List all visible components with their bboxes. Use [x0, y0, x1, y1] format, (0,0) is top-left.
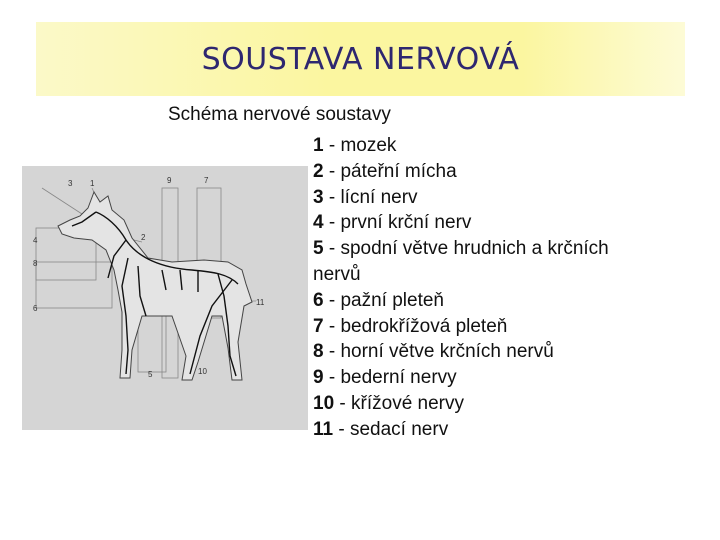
legend-item — [313, 288, 633, 314]
legend-text: - mozek — [323, 135, 397, 156]
legend-number: 4 — [313, 212, 324, 234]
legend-text: - bedrokřížová pleteň — [323, 315, 508, 337]
legend-text: - páteřní mícha — [323, 160, 457, 182]
figure-label-6: 6 — [33, 304, 38, 313]
legend-text: - horní větve krčních nervů — [323, 341, 554, 363]
legend-text: - spodní větve hrudnich a krčních nervů — [313, 238, 609, 285]
legend-number: 9 — [313, 367, 324, 389]
legend-text: - sedací nerv — [333, 418, 449, 440]
figure-label-1: 1 — [90, 179, 95, 188]
figure-label-3: 3 — [68, 179, 73, 188]
legend-number: 6 — [313, 289, 324, 311]
legend-item — [313, 159, 633, 185]
legend-number: 3 — [313, 186, 324, 208]
legend-item — [313, 236, 633, 288]
figure-label-10: 10 — [198, 367, 207, 376]
legend-text: - bederní nervy — [323, 367, 457, 389]
legend-item — [313, 391, 633, 417]
figure-label-7: 7 — [204, 176, 209, 185]
legend-item — [313, 210, 633, 236]
legend-number: 7 — [313, 315, 324, 337]
legend-number: 10 — [313, 392, 335, 414]
legend-text: - první krční nerv — [323, 212, 472, 234]
figure-label-5: 5 — [148, 370, 153, 379]
legend-item — [313, 339, 633, 365]
legend-number: 8 — [313, 341, 324, 363]
dog-illustration — [22, 166, 308, 430]
figure-label-9: 9 — [167, 176, 172, 185]
legend-number: 1 — [313, 135, 324, 156]
legend-item — [313, 133, 633, 159]
diagram-subtitle: Schéma nervové soustavy — [168, 104, 391, 125]
figure-label-11: 11 — [256, 298, 265, 307]
legend-item — [313, 185, 633, 211]
figure-label-8: 8 — [33, 259, 38, 268]
legend-item — [313, 365, 633, 391]
legend-text: - křížové nervy — [334, 392, 465, 414]
title-band — [36, 22, 685, 96]
legend-number: 2 — [313, 160, 324, 182]
legend-text: - pažní pleteň — [323, 289, 444, 311]
legend-list — [313, 133, 633, 443]
dog-body — [58, 192, 252, 380]
legend-item — [313, 417, 633, 443]
legend-number: 11 — [313, 418, 334, 440]
slide-title: SOUSTAVA NERVOVÁ — [201, 41, 520, 77]
figure-label-2: 2 — [141, 233, 146, 242]
legend-text: - lícní nerv — [323, 186, 418, 208]
figure-label-4: 4 — [33, 236, 38, 245]
dog-nervous-system-figure — [22, 166, 308, 430]
legend-number: 5 — [313, 238, 324, 260]
legend-item — [313, 314, 633, 340]
